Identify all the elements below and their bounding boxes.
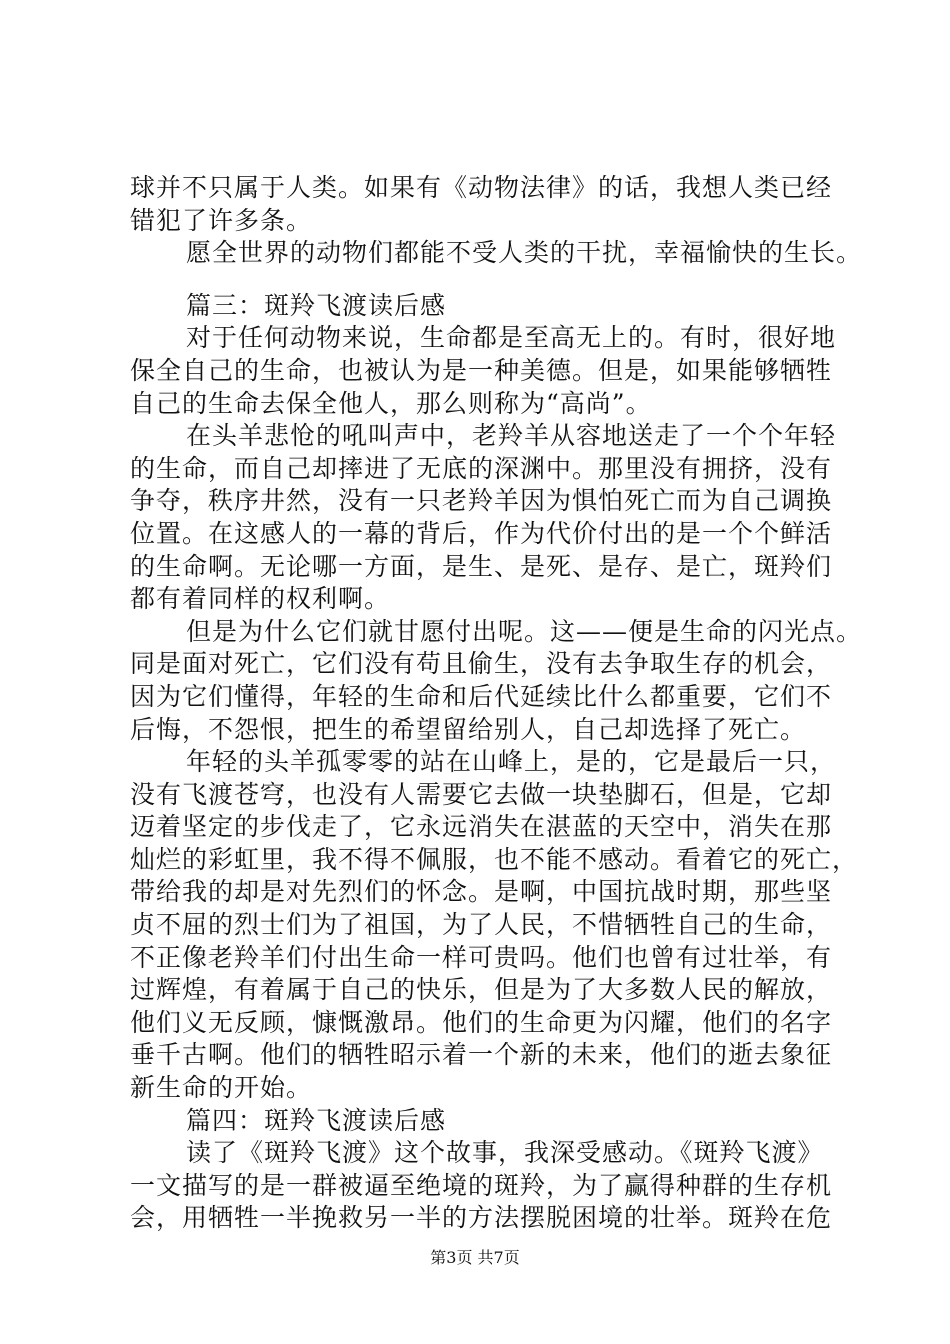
text-line: 不正像老羚羊们付出生命一样可贵吗。他们也曾有过壮举，有	[130, 942, 833, 972]
paragraph	[130, 420, 850, 616]
text-line: 自己的生命去保全他人，那么则称为“高尚”。	[130, 388, 652, 418]
text-line: 贞不屈的烈士们为了祖国，为了人民，不惜牺牲自己的生命，	[130, 910, 833, 940]
text-line: 争夺，秩序井然，没有一只老羚羊因为惧怕死亡而为自己调换	[130, 486, 833, 516]
document-body	[130, 172, 863, 1235]
text-line: 灿烂的彩虹里，我不得不佩服，也不能不感动。看着它的死亡，	[130, 844, 859, 874]
heading-text: 篇四：斑羚飞渡读后感	[186, 1105, 447, 1135]
text-line: 带给我的却是对先烈们的怀念。是啊，中国抗战时期，那些坚	[130, 877, 833, 907]
text-line: 但是为什么它们就甘愿付出呢。这——便是生命的闪光点。	[186, 616, 863, 646]
text-line: 新生命的开始。	[130, 1073, 313, 1103]
text-line: 都有着同样的权利啊。	[130, 584, 391, 614]
text-line: 年轻的头羊孤零零的站在山峰上，是的，它是最后一只，	[186, 747, 837, 777]
text-line: 垂千古啊。他们的牺牲昭示着一个新的未来，他们的逝去象征	[130, 1040, 833, 1070]
text-line: 保全自己的生命，也被认为是一种美德。但是，如果能够牺牲	[130, 355, 833, 385]
page-number: 第3页 共7页	[430, 1248, 520, 1267]
text-line: 位置。在这感人的一幕的背后，作为代价付出的是一个个鲜活	[130, 518, 833, 548]
section-heading	[130, 1105, 850, 1138]
page-footer	[0, 1245, 950, 1268]
text-line: 迈着坚定的步伐走了，它永远消失在湛蓝的天空中，消失在那	[130, 812, 833, 842]
paragraph	[130, 616, 863, 746]
text-line: 会，用牺牲一半挽救另一半的方法摆脱困境的壮举。斑羚在危	[130, 1203, 833, 1233]
paragraph	[130, 322, 850, 420]
text-line: 一文描写的是一群被逼至绝境的斑羚，为了赢得种群的生存机	[130, 1170, 833, 1200]
text-line: 后悔，不怨恨，把生的希望留给别人，自己却选择了死亡。	[130, 714, 807, 744]
paragraph	[130, 237, 863, 270]
paragraph	[130, 1137, 850, 1235]
text-line: 他们义无反顾，慷慨激昂。他们的生命更为闪耀，他们的名字	[130, 1007, 833, 1037]
text-line: 对于任何动物来说，生命都是至高无上的。有时，很好地	[186, 323, 837, 353]
paragraph	[130, 746, 859, 1105]
text-line: 球并不只属于人类。如果有《动物法律》的话，我想人类已经	[130, 173, 833, 202]
text-line: 因为它们懂得，年轻的生命和后代延续比什么都重要，它们不	[130, 681, 833, 711]
text-line: 读了《斑羚飞渡》这个故事，我深受感动。《斑羚飞渡》	[186, 1138, 824, 1168]
text-line: 的生命啊。无论哪一方面，是生、是死、是存、是亡，斑羚们	[130, 551, 833, 581]
text-line: 在头羊悲怆的吼叫声中，老羚羊从容地送走了一个个年轻	[186, 421, 837, 451]
text-line: 没有飞渡苍穹，也没有人需要它去做一块垫脚石，但是，它却	[130, 779, 833, 809]
section-heading	[130, 290, 850, 323]
text-line: 愿全世界的动物们都能不受人类的干扰，幸福愉快的生长。	[186, 238, 863, 268]
heading-text: 篇三：斑羚飞渡读后感	[186, 290, 447, 320]
text-line: 错犯了许多条。	[130, 205, 313, 235]
text-line: 过辉煌，有着属于自己的快乐，但是为了大多数人民的解放，	[130, 975, 833, 1005]
text-line: 同是面对死亡，它们没有苟且偷生，没有去争取生存的机会，	[130, 649, 833, 679]
paragraph	[130, 172, 850, 237]
paragraph-gap	[130, 270, 850, 290]
text-line: 的生命，而自己却摔进了无底的深渊中。那里没有拥挤，没有	[130, 453, 833, 483]
